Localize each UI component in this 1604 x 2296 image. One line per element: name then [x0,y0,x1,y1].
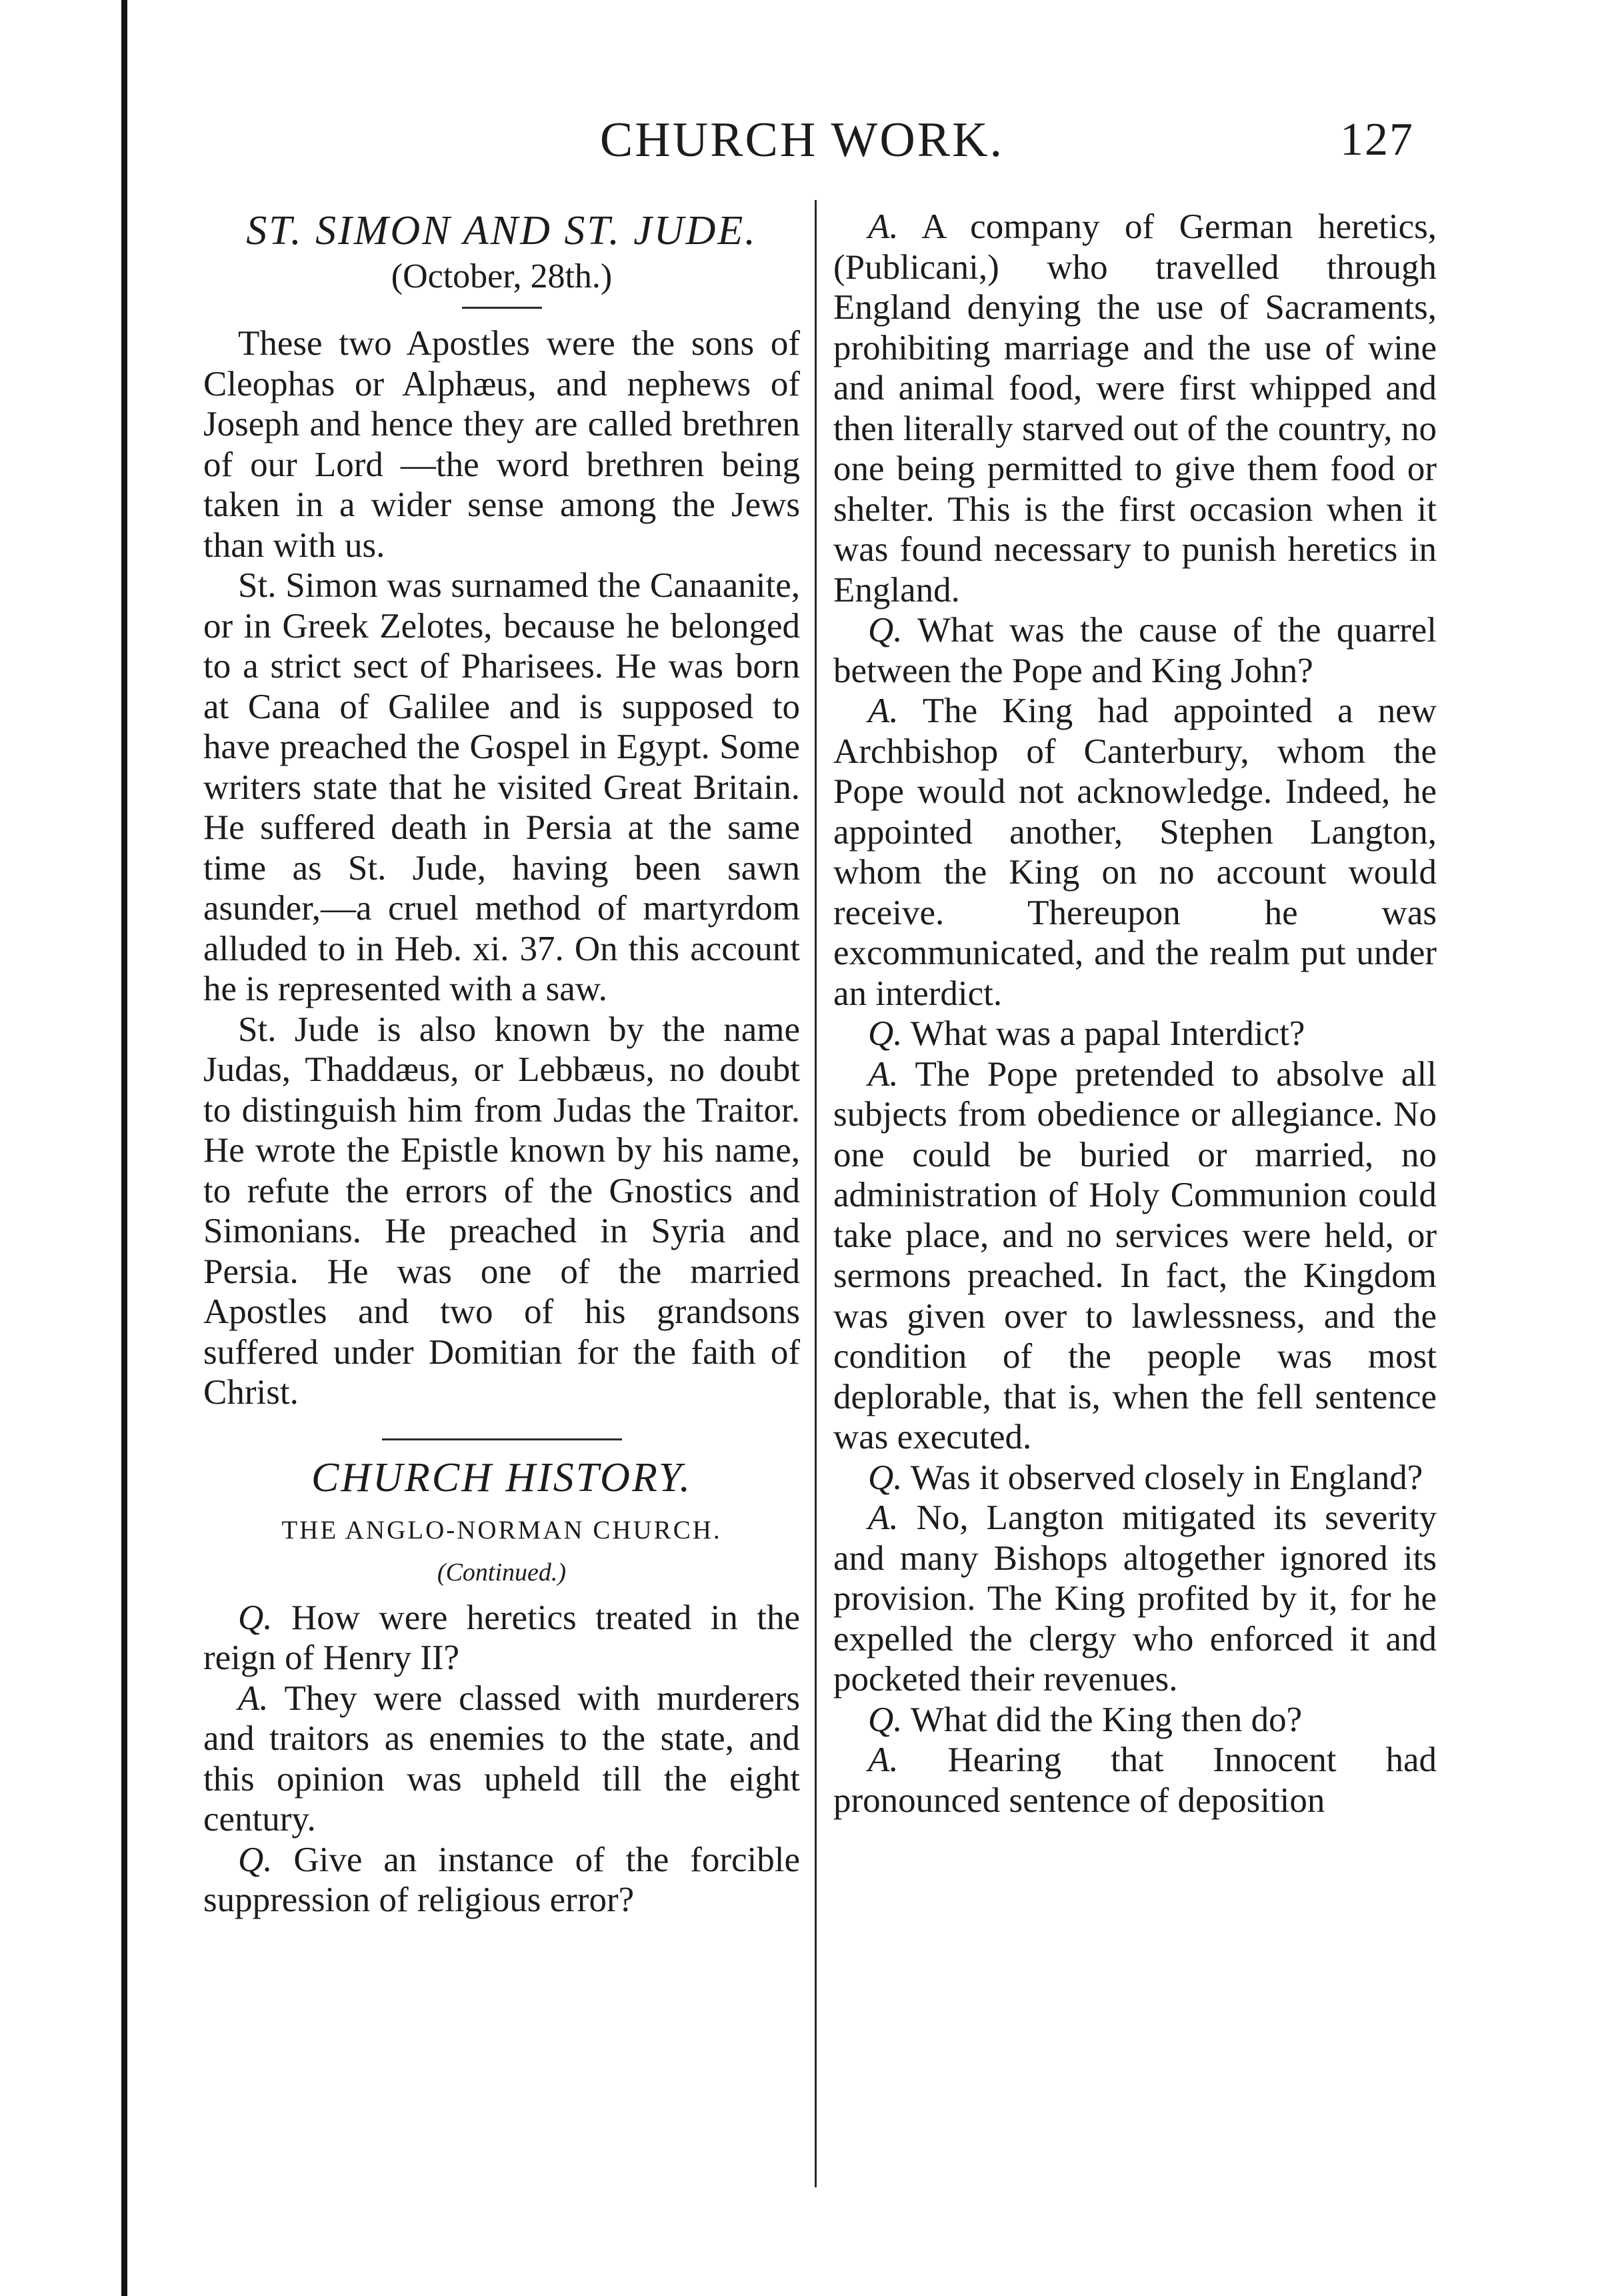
qa-label: A. [868,1498,899,1537]
right-column [833,207,1437,1821]
qa-label: Q. [868,1014,903,1053]
qa-text: What was a papal Interdict? [910,1014,1305,1053]
paragraph: These two Apostles were the sons of Cleophas or Alphæus, and nephews of Joseph and hence they are called brethren of our Lord —the word brethren being taken in a wider sense among the Jews than with us. [203,324,800,565]
qa-item [833,1014,1437,1054]
qa-item [833,1700,1437,1741]
section-continued: (Continued.) [437,1558,567,1586]
qa-item [833,207,1437,610]
qa-text: What did the King then do? [910,1700,1303,1739]
qa-label: A. [238,1678,269,1718]
qa-text: Hearing that Innocent had pronounced sentence of deposition [833,1741,1437,1820]
qa-label: Q. [868,611,903,650]
qa-label: Q. [868,1458,903,1497]
binding-edge [121,0,127,2296]
article-title: ST. SIMON AND ST. JUDE. [246,208,757,253]
article-date: (October, 28th.) [391,257,613,295]
section-subtitle: THE ANGLO-NORMAN CHURCH. [281,1515,722,1544]
qa-item [833,1054,1437,1458]
qa-label: Q. [238,1840,273,1879]
section-title: CHURCH HISTORY. [311,1454,692,1500]
qa-label: A. [868,1741,899,1779]
qa-text: What was the cause of the quarrel between the Pope and King John? [833,611,1437,690]
qa-text: The Pope pretended to absolve all subjects from obedience or allegiance. No one could be buried or married, no administration of Holy Communion could take place, and no services were held, or sermons preached. In fact, the Kingdom was given over to lawlessness, and the condition of the people was most deplorable, that is, when the fell sentence was executed. [833,1054,1437,1456]
qa-item [833,691,1437,1014]
qa-text: Was it observed closely in England? [910,1458,1423,1497]
paragraph: St. Jude is also known by the name Judas, Thaddæus, or Lebbæus, no doubt to distinguish him from Judas the Traitor. He wrote the Epistle known by his name, to refute the errors of the Gnostics and Simonians. He preached in Syria and Persia. He was one of the married Apostles and two of his grandsons suffered under Domitian for the faith of Christ. [203,1010,800,1412]
qa-item [203,1678,800,1840]
qa-text: Give an instance of the forcible suppression of religious error? [203,1840,801,1919]
paragraph: St. Simon was surnamed the Canaanite, or in Greek Zelotes, because he belonged to a strict sect of Pharisees. He was born at Cana of Galilee and is supposed to have preached the Gospel in Egypt. Some writers state that he visited Great Britain. He suffered death in Persia at the same time as St. Jude, having been sawn asunder,—a cruel method of martyrdom alluded to in Heb. xi. 37. On this account he is represented with a saw. [203,566,800,1008]
qa-item [203,1598,800,1678]
qa-item [833,1740,1437,1821]
running-head [0,107,1604,173]
qa-text: No, Langton mitigated its severity and many Bishops altogether ignored its provision. The King profited by it, for he expelled the clergy who enforced it and pocketed their revenues. [833,1498,1437,1698]
running-title: CHURCH WORK. [599,113,1005,167]
qa-text: How were heretics treated in the reign of Henry II? [203,1598,801,1677]
page-number: 127 [1340,114,1414,165]
column-rule [815,200,817,2187]
short-divider [462,307,542,309]
qa-label: A. [868,1054,899,1094]
qa-text: A company of German heretics, (Publicani,) who travelled through England denying the use of Sacraments, prohibiting marriage and the use of wine and animal food, were first whipped and then literally starved out of the country, no one being permitted to give them food or shelter. This is the first occasion when it was found necessary to punish heretics in England. [833,207,1437,610]
left-column [203,207,800,1921]
qa-item [203,1840,800,1921]
qa-text: They were classed with murderers and traitors as enemies to the state, and this opinion was upheld till the eight century. [203,1678,800,1839]
qa-item [833,610,1437,691]
qa-item [833,1498,1437,1700]
qa-label: Q. [238,1598,273,1637]
qa-item [833,1458,1437,1498]
qa-label: Q. [868,1700,903,1739]
qa-text: The King had appointed a new Archbishop of Canterbury, whom the Pope would not acknowledge. Indeed, he appointed another, Stephen Langton, whom the King on no account would receive. Thereupon he was excommunicated, and the realm put under an interdict. [833,692,1437,1013]
section-divider [382,1438,622,1440]
qa-label: A. [868,692,899,730]
qa-label: A. [868,207,899,246]
